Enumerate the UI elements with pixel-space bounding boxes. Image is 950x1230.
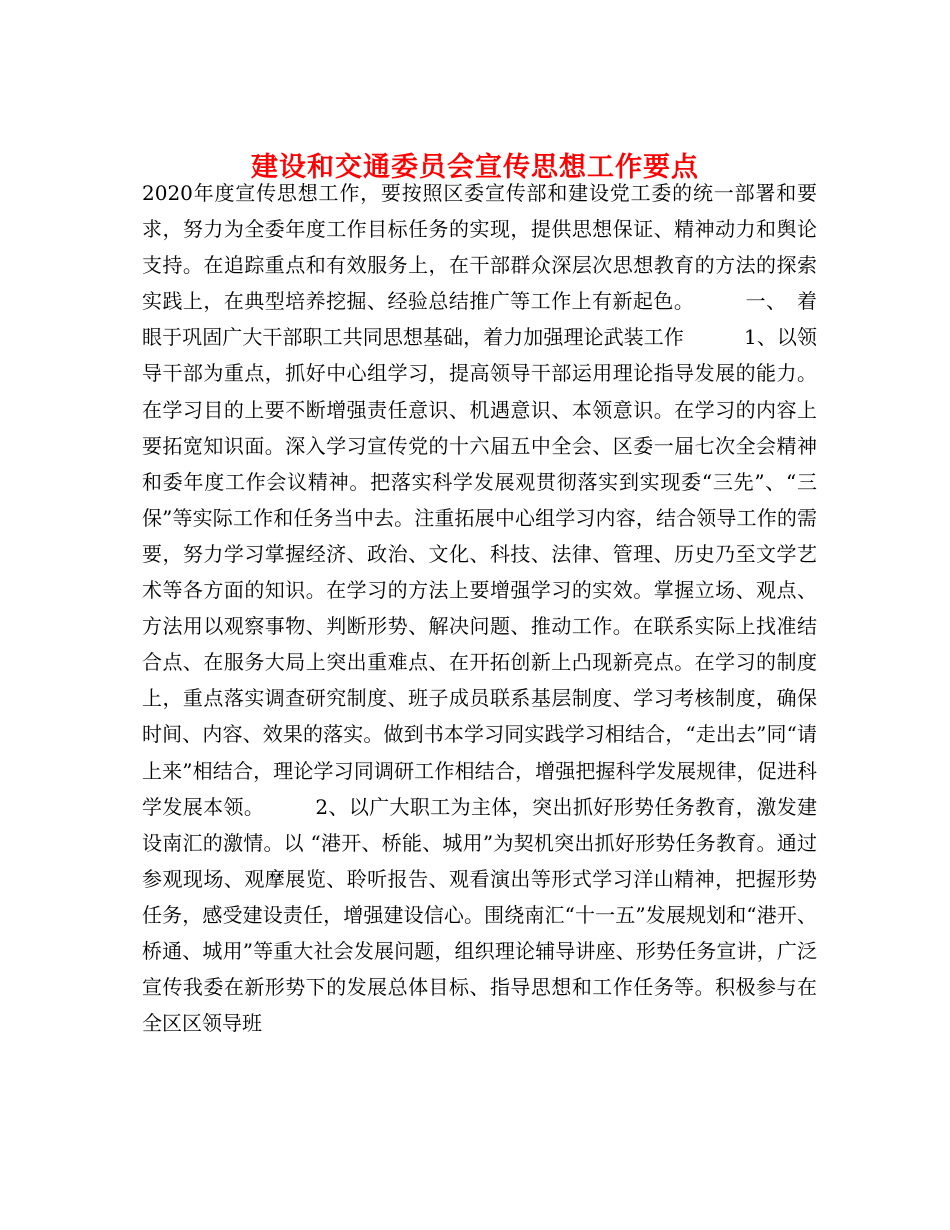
- document-body-paragraph: 2020年度宣传思想工作，要按照区委宣传部和建设党工委的统一部署和要求，努力为全委年度工作目标任务的实现，提供思想保证、精神动力和舆论支持。在追踪重点和有效服务上，在干部群众深层次思想教育的方法的探索实践上，在典型培养挖掘、经验总结推广等工作上有新起色。 一、 着眼于巩固广大干部职工共同思想基础，着力加强理论武装工作 1、以领导干部为重点，抓好中心组学习，提高领导干部运用理论指导发展的能力。在学习目的上要不断增强责任意识、机遇意识、本领意识。在学习的内容上要拓宽知识面。深入学习宣传党的十六届五中全会、区委一届七次全会精神和委年度工作会议精神。把落实科学发展观贯彻落实到实现委“三先”、“三保”等实际工作和任务当中去。注重拓展中心组学习内容，结合领导工作的需要，努力学习掌握经济、政治、文化、科技、法律、管理、历史乃至文学艺术等各方面的知识。在学习的方法上要增强学习的实效。掌握立场、观点、方法用以观察事物、判断形势、解决问题、推动工作。在联系实际上找准结合点、在服务大局上突出重难点、在开拓创新上凸现新亮点。在学习的制度上，重点落实调查研究制度、班子成员联系基层制度、学习考核制度，确保时间、内容、效果的落实。做到书本学习同实践学习相结合，“走出去”同“请上来”相结合，理论学习同调研工作相结合，增强把握科学发展规律，促进科学发展本领。 2、以广大职工为主体，突出抓好形势任务教育，激发建设南汇的激情。以 “港开、桥能、城用”为契机突出抓好形势任务教育。通过参观现场、观摩展览、聆听报告、观看演出等形式学习洋山精神，把握形势任务，感受建设责任，增强建设信心。围绕南汇“十一五”发展规划和“港开、桥通、城用”等重大社会发展问题，组织理论辅导讲座、形势任务宣讲，广泛宣传我委在新形势下的发展总体目标、指导思想和工作任务等。积极参与在全区区领导班: [142, 181, 817, 1036]
- document-title: 建设和交通委员会宣传思想工作要点: [251, 152, 699, 184]
